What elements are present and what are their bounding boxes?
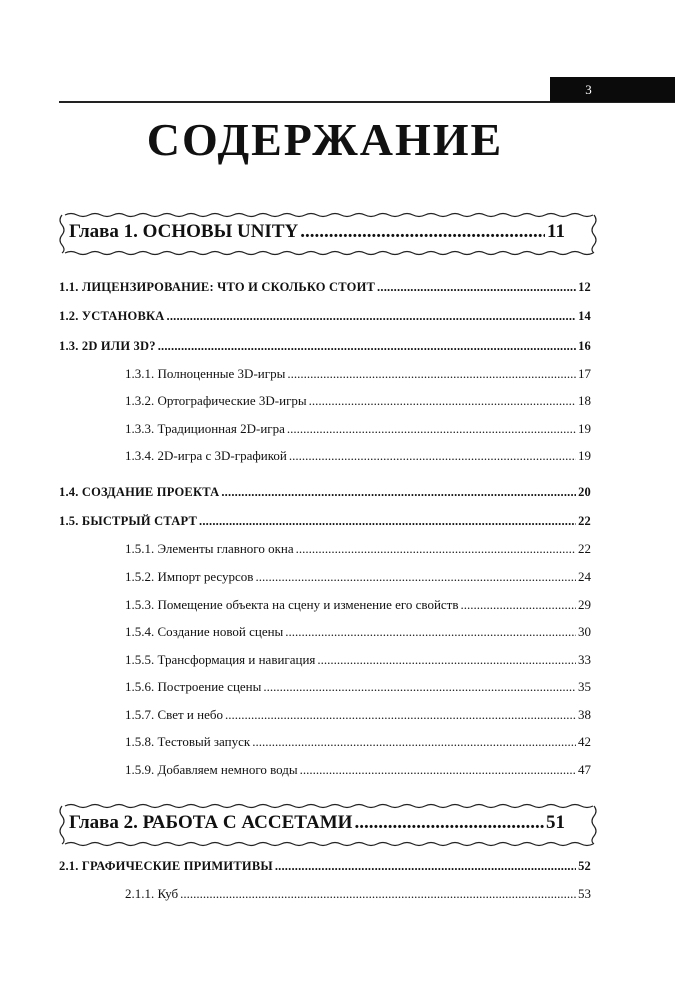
toc-entry-page: 22 [578,514,591,528]
toc-subentry-label: 1.3.2. Ортографические 3D-игры [125,393,307,408]
dot-leader [225,707,576,723]
toc-subentry[interactable] [125,569,591,585]
toc-entry-page: 12 [578,280,591,294]
toc-subentry[interactable] [125,652,591,668]
toc-subentry-page: 47 [578,762,591,777]
toc-entry[interactable] [59,339,591,354]
page-number: 3 [585,81,592,97]
toc-subentry-label: 1.5.9. Добавляем немного воды [125,762,298,777]
toc-subentry-label: 1.5.3. Помещение объекта на сцену и изменение его свойств [125,597,459,612]
toc-subentry[interactable] [125,679,591,695]
toc-subentry[interactable] [125,707,591,723]
toc-subentry-page: 38 [578,707,591,722]
chapter-page: 11 [547,221,565,242]
toc-subentry-label: 2.1.1. Куб [125,886,179,901]
toc-subentry-label: 1.5.5. Трансформация и навигация [125,652,316,667]
dot-leader [354,812,544,834]
toc-entry-page: 16 [578,339,591,353]
toc-subentry-page: 53 [578,886,591,901]
chapter-title: Глава 1. ОСНОВЫ UNITY [69,221,299,242]
dot-leader [285,624,576,640]
toc-entry-page: 20 [578,485,591,499]
toc-subentry-page: 30 [578,624,591,639]
page-number-box [550,77,675,102]
toc-subentry-label: 1.5.2. Импорт ресурсов [125,569,254,584]
toc-subentry[interactable] [125,886,591,902]
toc-entry-label: 1.5. БЫСТРЫЙ СТАРТ [59,514,198,528]
chapter-heading[interactable] [57,212,599,256]
toc-subentry-page: 33 [578,652,591,667]
toc-entry[interactable] [59,514,591,529]
dot-leader [275,859,576,874]
chapter-page: 51 [546,812,565,833]
dot-leader [199,514,576,529]
toc-subentry-page: 18 [578,393,591,408]
toc-entry-page: 14 [578,309,591,323]
toc-entry-label: 1.2. УСТАНОВКА [59,309,165,323]
toc-entry[interactable] [59,859,591,874]
dot-leader [289,448,576,464]
toc-subentry-label: 1.3.4. 2D-игра с 3D-графикой [125,448,287,463]
dot-leader [180,886,576,902]
toc-subentry[interactable] [125,734,591,750]
chapter-heading[interactable] [57,803,599,847]
toc-subentry-label: 1.5.7. Свет и небо [125,707,223,722]
toc-subentry-label: 1.5.1. Элементы главного окна [125,541,294,556]
toc-subentry[interactable] [125,541,591,557]
toc-subentry[interactable] [125,762,591,778]
toc-entry-label: 1.3. 2D ИЛИ 3D? [59,339,156,353]
toc-subentry[interactable] [125,421,591,437]
dot-leader [252,734,576,750]
toc-subentry-page: 19 [578,421,591,436]
toc-subentry-label: 1.5.8. Тестовый запуск [125,734,251,749]
toc-subentry-page: 22 [578,541,591,556]
dot-leader [377,280,576,295]
toc-entry[interactable] [59,309,591,324]
toc-subentry-label: 1.5.4. Создание новой сцены [125,624,284,639]
dot-leader [158,339,576,354]
toc-subentry-page: 35 [578,679,591,694]
toc-subentry-page: 19 [578,448,591,463]
toc-entry[interactable] [59,485,591,500]
toc-subentry[interactable] [125,366,591,382]
dot-leader [296,541,576,557]
dot-leader [309,393,576,409]
toc-subentry[interactable] [125,597,591,613]
toc-subentry[interactable] [125,448,591,464]
toc-subentry-label: 1.3.3. Традиционная 2D-игра [125,421,285,436]
dot-leader [255,569,576,585]
dot-leader [167,309,577,324]
dot-leader [461,597,577,613]
toc-subentry-page: 42 [578,734,591,749]
dot-leader [263,679,576,695]
chapter-title: Глава 2. РАБОТА С АССЕТАМИ [69,812,353,833]
page-title: СОДЕРЖАНИЕ [146,114,504,165]
dot-leader [287,421,576,437]
toc-subentry[interactable] [125,393,591,409]
toc-entry-label: 2.1. ГРАФИЧЕСКИЕ ПРИМИТИВЫ [59,859,273,873]
toc-subentry-page: 24 [578,569,591,584]
toc-subentry-label: 1.3.1. Полноценные 3D-игры [125,366,286,381]
toc-entry-page: 52 [578,859,591,873]
toc-entry-label: 1.1. ЛИЦЕНЗИРОВАНИЕ: ЧТО И СКОЛЬКО СТОИТ [59,280,376,294]
toc-subentry-page: 17 [578,366,591,381]
dot-leader [300,762,576,778]
dot-leader [287,366,576,382]
toc-subentry-label: 1.5.6. Построение сцены [125,679,262,694]
toc-entry[interactable] [59,280,591,295]
dot-leader [300,221,545,243]
toc-subentry[interactable] [125,624,591,640]
dot-leader [317,652,576,668]
toc-subentry-page: 29 [578,597,591,612]
toc-entry-label: 1.4. СОЗДАНИЕ ПРОЕКТА [59,485,220,499]
dot-leader [221,485,576,500]
